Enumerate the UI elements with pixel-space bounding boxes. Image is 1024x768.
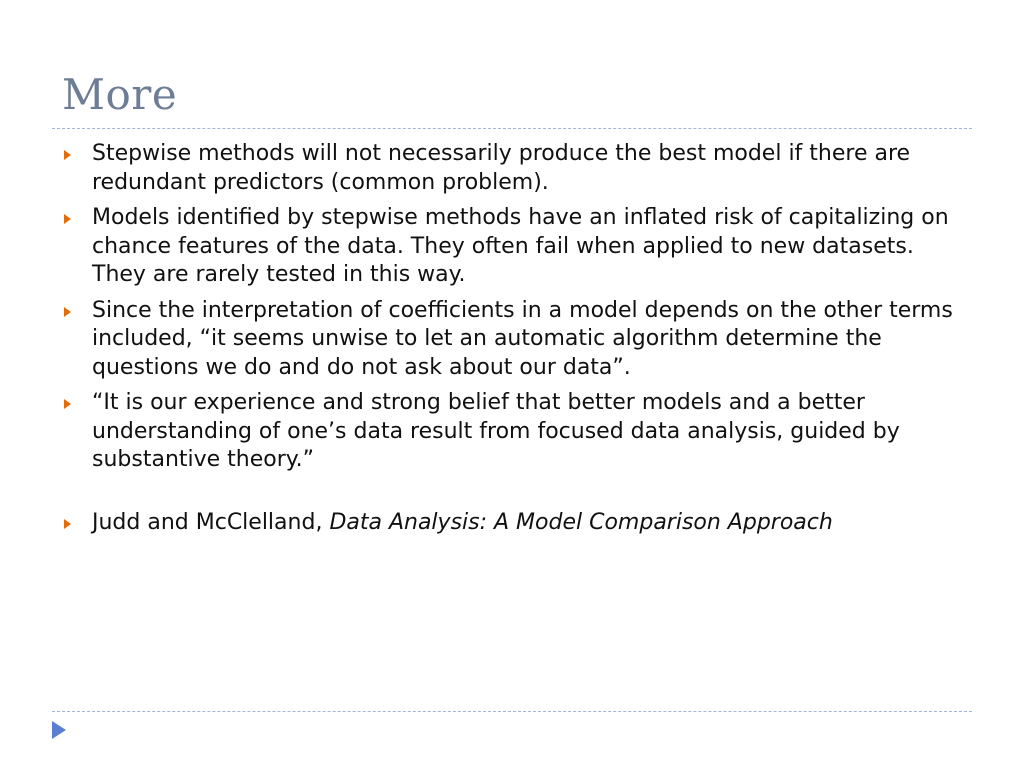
bullet-text: “It is our experience and strong belief that better models and a better understanding of one’s data result from focused data analysis, guided by substantive theory.” bbox=[92, 390, 900, 472]
triangle-bullet-icon bbox=[64, 214, 71, 224]
title-divider bbox=[52, 128, 972, 129]
slide-title: More bbox=[62, 70, 178, 119]
triangle-bullet-icon bbox=[64, 307, 71, 317]
bullet-item bbox=[62, 389, 962, 475]
bullet-item bbox=[62, 204, 962, 290]
bullet-list bbox=[62, 140, 962, 544]
citation-authors: Judd and McClelland, bbox=[92, 509, 330, 535]
triangle-bullet-icon bbox=[64, 519, 71, 529]
citation-book-title: Data Analysis: A Model Comparison Approach bbox=[329, 509, 833, 535]
play-arrow-icon[interactable] bbox=[52, 721, 66, 739]
bullet-text: Since the interpretation of coefficients in a model depends on the other terms included, “it seems unwise to let an automatic algorithm determine the questions we do and do not ask about our data”. bbox=[92, 297, 953, 380]
bullet-item bbox=[62, 140, 962, 197]
bullet-text: Models identified by stepwise methods have an inflated risk of capitalizing on chance features of the data. They often fail when applied to new datasets. They are rarely tested in this way. bbox=[92, 205, 949, 287]
bullet-text: Stepwise methods will not necessarily produce the best model if there are redundant predictors (common problem). bbox=[92, 141, 911, 195]
triangle-bullet-icon bbox=[64, 399, 71, 409]
citation-item bbox=[62, 509, 962, 538]
bullet-item bbox=[62, 297, 962, 383]
triangle-bullet-icon bbox=[64, 150, 71, 160]
footer-divider bbox=[52, 711, 972, 712]
